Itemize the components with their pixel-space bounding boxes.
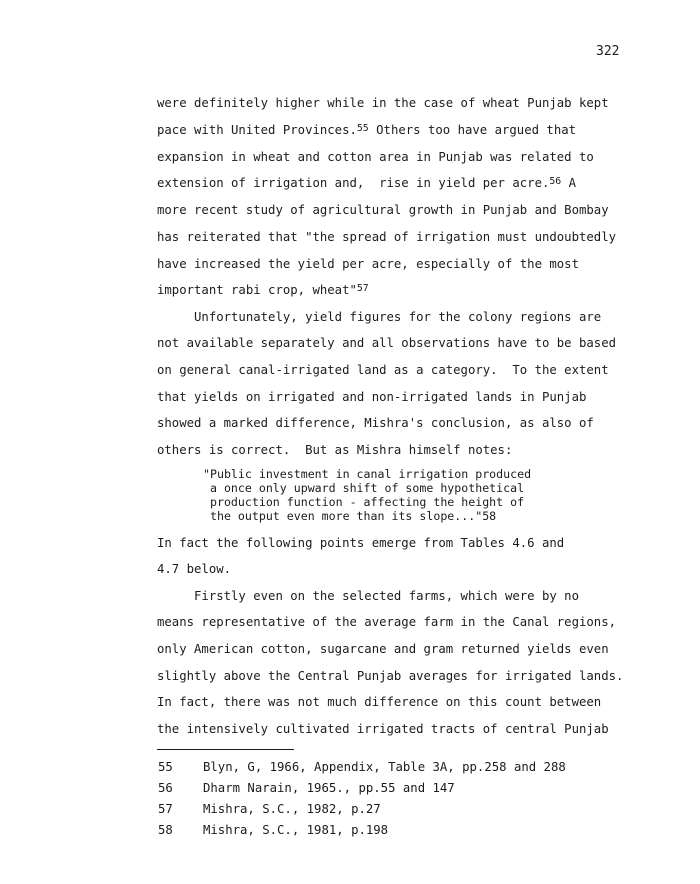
footnote-number: 56 [158,781,173,795]
paragraph-2-line: Unfortunately, yield figures for the colony regions are [157,310,602,324]
paragraph-3-line: In fact the following points emerge from Tables 4.6 and [157,536,565,550]
paragraph-2-line: on general canal-irrigated land as a category. To the extent [157,363,609,377]
paragraph-1-line: has reiterated that "the spread of irrigation must undoubtedly [157,230,617,244]
paragraph-2-line: that yields on irrigated and non-irrigated lands in Punjab [157,390,587,404]
paragraph-4-line: only American cotton, sugarcane and gram returned yields even [157,642,609,656]
footnote-number: 55 [158,760,173,774]
footnote-divider [157,749,294,750]
page-number: 322 [596,44,620,59]
paragraph-3-line: 4.7 below. [157,562,232,576]
paragraph-2-line: others is correct. But as Mishra himself notes: [157,443,513,457]
paragraph-1-line [157,283,369,297]
block-quote-line: the output even more than its slope..."58 [203,509,497,523]
paragraph-1-line [157,176,576,190]
paragraph-4-line: slightly above the Central Punjab averages for irrigated lands. [157,669,624,683]
footnote-reference: 55 [356,123,369,135]
block-quote-line: production function - affecting the height of [203,495,525,509]
footnote-text: Mishra, S.C., 1981, p.198 [203,823,389,837]
paragraph-4-line: the intensively cultivated irrigated tracts of central Punjab [157,722,609,736]
paragraph-2-line: not available separately and all observations have to be based [157,336,617,350]
footnote-text: Blyn, G, 1966, Appendix, Table 3A, pp.258 and 288 [203,760,566,774]
footnote-number: 58 [158,823,173,837]
footnote-number: 57 [158,802,173,816]
paragraph-1-line: were definitely higher while in the case of wheat Punjab kept [157,96,609,110]
paragraph-1-line-tail: A [561,176,577,190]
paragraph-1-line-text: extension of irrigation and, rise in yield per acre. [157,176,550,190]
paragraph-1-line [157,123,576,137]
footnote-text: Mishra, S.C., 1982, p.27 [203,802,381,816]
paragraph-1-line: expansion in wheat and cotton area in Punjab was related to [157,150,594,164]
paragraph-1-line-text: important rabi crop, wheat" [157,283,357,297]
paragraph-4-line: In fact, there was not much difference on this count between [157,695,602,709]
paragraph-1-line: more recent study of agricultural growth in Punjab and Bombay [157,203,609,217]
paragraph-1-line-tail: Others too have argued that [368,123,577,137]
paragraph-4-line: Firstly even on the selected farms, which were by no [157,589,579,603]
footnote-text: Dharm Narain, 1965., pp.55 and 147 [203,781,455,795]
paragraph-1-line: have increased the yield per acre, especially of the most [157,257,579,271]
footnote-reference: 56 [549,176,562,188]
paragraph-2-line: showed a marked difference, Mishra's conclusion, as also of [157,416,594,430]
block-quote-line: a once only upward shift of some hypothetical [203,481,525,495]
paragraph-4-line: means representative of the average farm in the Canal regions, [157,615,617,629]
block-quote-line: "Public investment in canal irrigation produced [203,467,532,481]
paragraph-1-line-text: pace with United Provinces. [157,123,357,137]
footnote-reference: 57 [356,283,369,295]
